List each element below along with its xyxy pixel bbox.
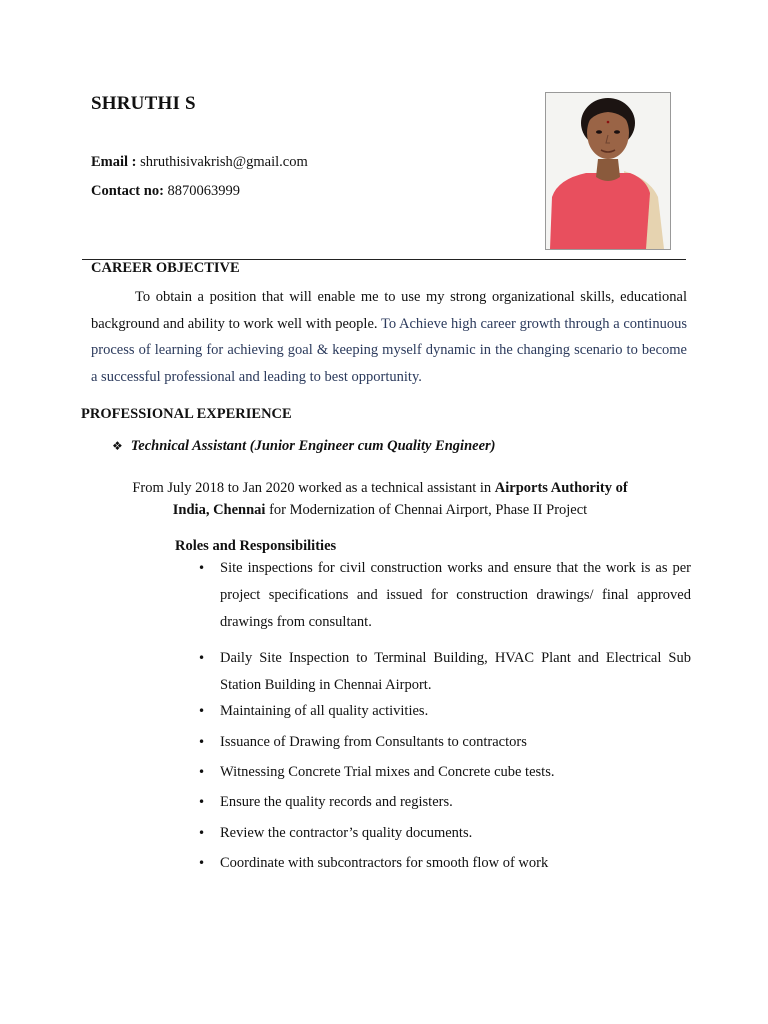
job-title: Technical Assistant (Junior Engineer cum Quality Engineer) [130,438,496,454]
role-item: • Ensure the quality records and registers. [220,791,691,813]
objective-part-1: To obtain a position that will enable me to use my strong organizational skills, educational background and ability to work well with people. [91,289,687,332]
job-summary [120,477,640,521]
email-label: Email : [91,154,137,170]
candidate-name: SHRUTHI S [91,93,196,114]
job-title-line [112,438,495,455]
contact-label: Contact no: [91,183,164,199]
professional-experience-heading: PROFESSIONAL EXPERIENCE [81,406,292,422]
role-item: • Witnessing Concrete Trial mixes and Concrete cube tests. [220,761,691,783]
career-objective-text [91,284,687,390]
email-value: shruthisivakrish@gmail.com [140,154,308,170]
role-item: • Coordinate with subcontractors for smooth flow of work [220,852,691,874]
career-objective-heading: CAREER OBJECTIVE [91,260,240,276]
portrait-illustration [546,93,670,249]
role-item: • Site inspections for civil construction works and ensure that the work is as per project specifications and issued for construction drawings/ final approved drawings from consultant. [220,555,691,636]
profile-photo [545,92,671,250]
contact-line [91,183,240,200]
diamond-bullet-icon: ❖ [112,439,123,453]
contact-value: 8870063999 [167,183,241,199]
summary-org: Airports Authority of India, Chennai [172,480,628,518]
role-item: • Maintaining of all quality activities. [220,700,691,722]
role-item: • Review the contractor’s quality documents. [220,822,691,844]
summary-pre: From July 2018 to Jan 2020 worked as a technical assistant in [132,480,492,496]
summary-post: for Modernization of Chennai Airport, Phase II Project [269,502,588,518]
role-item: • Issuance of Drawing from Consultants to contractors [220,731,691,753]
roles-list [220,555,691,874]
objective-part-2: To Achieve high career growth through a continuous process of learning for achieving goal & keeping myself dynamic in the changing scenario to become a successful professional and leading to best opportunity. [91,315,687,385]
role-item: • Daily Site Inspection to Terminal Building, HVAC Plant and Electrical Sub Station Building in Chennai Airport. [220,645,691,699]
email-line [91,154,308,171]
roles-heading: Roles and Responsibilities [175,538,337,554]
